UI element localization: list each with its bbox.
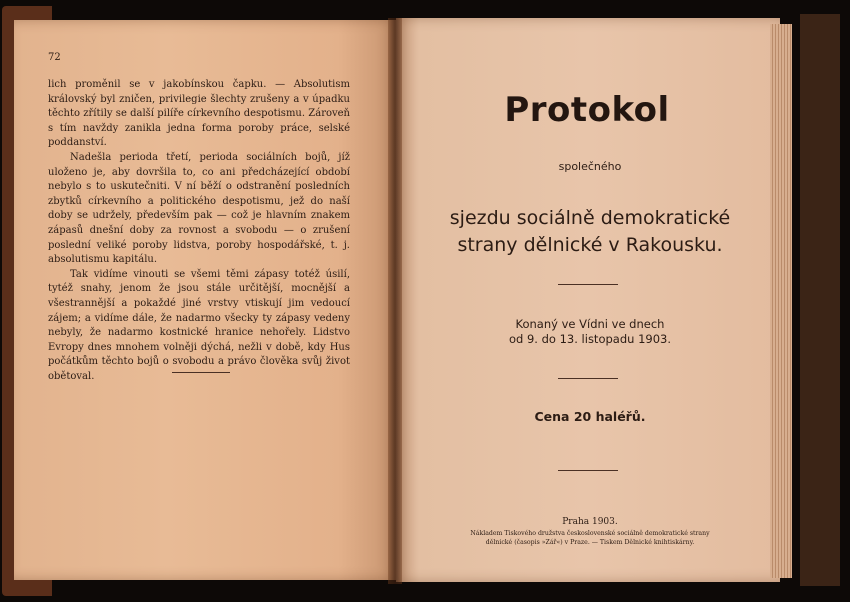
place-year: Praha 1903.: [562, 517, 618, 527]
book-cover-right: [800, 14, 840, 586]
imprint: [440, 530, 740, 547]
congress-heading: [430, 205, 750, 259]
divider: [558, 470, 618, 471]
paragraph: lich proměnil se v jakobínskou čapku. — Absolutism královský byl zničen, privilegie šlechty zrušeny a v úpadku těchto zřítily se další pilíře církevního despotismu. Zároveň s tím navždy zanikla jedna forma poroby práce, selské poddanství.: [48, 79, 350, 149]
paragraph: Tak vidíme vinouti se všemi těmi zápasy totéž úsilí, tytéž snahy, jenom že jsou stále určitější, mocnější a všestrannější a pokaždé jiné vrstvy vtiskují jim vedoucí zájem; a vidíme dále, že nadarmo všecky ty zápasy vedeny nebyly, že nadarmo kostnické hranice nehořely. Lidstvo Evropy dnes mnohem volněji dýchá, nežli v době, kdy Hus počátkům těchto bojů o svobodu a právo člověka svůj život obětoval.: [48, 268, 350, 382]
heading-line: sjezdu sociálně demokratické: [449, 207, 731, 229]
book-title: Protokol: [504, 90, 670, 130]
divider: [558, 378, 618, 379]
divider: [172, 372, 230, 373]
congress-info: [460, 317, 720, 347]
paragraph: Nadešla perioda třetí, perioda sociálních bojů, jíž uloženo je, aby dovršila to, co ani předcházející období nebylo s to uskutečniti. V ní běží o odstranění posledních zbytků církevního a politického despotismu, jež do naší doby se udržely, především pak — což je hlavním znakem zápasů dnešní doby za rovnost a svobodu — o zrušení poslední veliké poroby lidstva, poroby hospodářské, t. j. absolutismu kapitálu.: [48, 151, 350, 266]
divider: [558, 284, 618, 285]
imprint-line: dělnické (časopis »Zář«) v Praze. — Tiskem Dělnické knihtiskárny.: [485, 538, 695, 546]
imprint-line: Nákladem Tiskového družstva československé sociálně demokratické strany: [470, 530, 710, 537]
heading-line: strany dělnické v Rakousku.: [457, 234, 723, 256]
info-line: od 9. do 13. listopadu 1903.: [509, 332, 671, 346]
left-page-body: [48, 78, 350, 384]
book-gutter: [388, 18, 402, 584]
subtitle: společného: [558, 160, 622, 173]
info-line: Konaný ve Vídni ve dnech: [515, 317, 665, 331]
page-edges: [770, 24, 792, 578]
price: Cena 20 haléřů.: [534, 409, 646, 424]
page-number: 72: [48, 52, 61, 63]
